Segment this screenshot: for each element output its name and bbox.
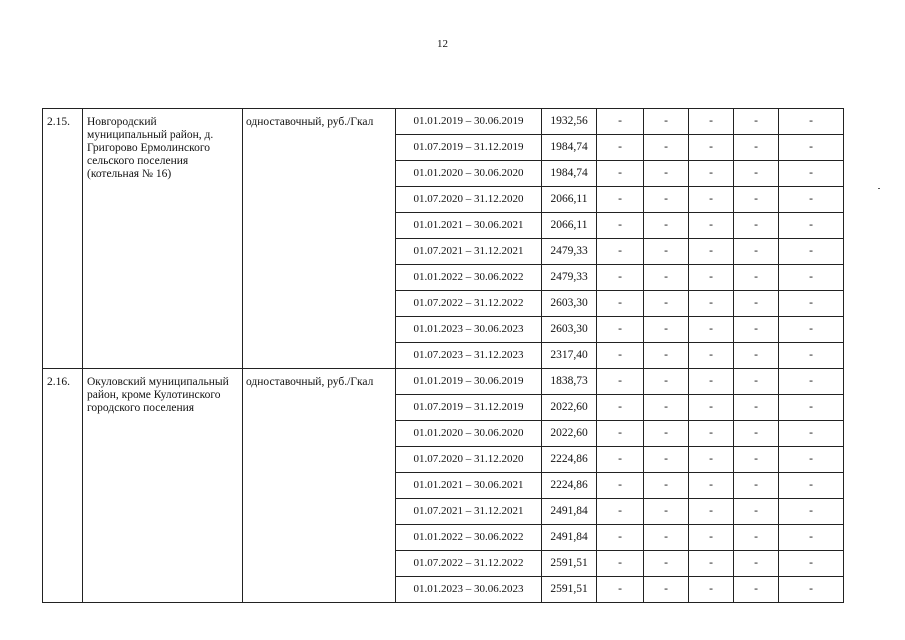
dash-cell: -	[644, 109, 689, 135]
dash-cell: -	[734, 551, 779, 577]
period-cell: 01.01.2019 – 30.06.2019	[396, 369, 542, 395]
dash-cell: -	[597, 135, 644, 161]
dash-cell: -	[734, 525, 779, 551]
dash-cell: -	[734, 447, 779, 473]
dash-cell: -	[689, 421, 734, 447]
area-name: Новгородский муниципальный район, д. Григорово Ермолинского сельского поселения (котельная № 16)	[83, 109, 243, 369]
tariff-type: одноставочный, руб./Гкал	[243, 369, 396, 603]
period-cell: 01.07.2022 – 31.12.2022	[396, 551, 542, 577]
period-cell: 01.07.2020 – 31.12.2020	[396, 187, 542, 213]
dash-cell: -	[734, 135, 779, 161]
dash-cell: -	[779, 447, 844, 473]
dash-cell: -	[734, 161, 779, 187]
dash-cell: -	[689, 473, 734, 499]
dash-cell: -	[689, 343, 734, 369]
dash-cell: -	[597, 395, 644, 421]
dash-cell: -	[779, 577, 844, 603]
dash-cell: -	[779, 213, 844, 239]
dash-cell: -	[644, 395, 689, 421]
dash-cell: -	[734, 109, 779, 135]
dash-cell: -	[734, 265, 779, 291]
period-cell: 01.01.2020 – 30.06.2020	[396, 161, 542, 187]
dash-cell: -	[689, 499, 734, 525]
dash-cell: -	[779, 291, 844, 317]
dash-cell: -	[597, 343, 644, 369]
area-name: Окуловский муниципальный район, кроме Кулотинского городского поселения	[83, 369, 243, 603]
period-cell: 01.07.2019 – 31.12.2019	[396, 135, 542, 161]
dash-cell: -	[644, 577, 689, 603]
dash-cell: -	[644, 343, 689, 369]
tariff-value-cell: 1838,73	[542, 369, 597, 395]
dash-cell: -	[779, 525, 844, 551]
tariff-value-cell: 2603,30	[542, 291, 597, 317]
dash-cell: -	[644, 161, 689, 187]
dash-cell: -	[689, 291, 734, 317]
dash-cell: -	[689, 161, 734, 187]
dash-cell: -	[597, 499, 644, 525]
dash-cell: -	[644, 291, 689, 317]
dash-cell: -	[734, 473, 779, 499]
dash-cell: -	[597, 161, 644, 187]
tariff-value-cell: 2479,33	[542, 265, 597, 291]
dash-cell: -	[779, 369, 844, 395]
dash-cell: -	[779, 109, 844, 135]
tariff-table	[42, 108, 844, 603]
dash-cell: -	[597, 213, 644, 239]
dash-cell: -	[644, 317, 689, 343]
period-cell: 01.01.2021 – 30.06.2021	[396, 213, 542, 239]
period-cell: 01.01.2023 – 30.06.2023	[396, 577, 542, 603]
dash-cell: -	[689, 551, 734, 577]
dash-cell: -	[597, 447, 644, 473]
dash-cell: -	[644, 135, 689, 161]
dash-cell: -	[689, 239, 734, 265]
dash-cell: -	[779, 161, 844, 187]
dash-cell: -	[779, 395, 844, 421]
tariff-value-cell: 2066,11	[542, 187, 597, 213]
dash-cell: -	[734, 239, 779, 265]
period-cell: 01.01.2022 – 30.06.2022	[396, 525, 542, 551]
dash-cell: -	[644, 473, 689, 499]
dash-cell: -	[597, 577, 644, 603]
period-cell: 01.01.2023 – 30.06.2023	[396, 317, 542, 343]
tariff-value-cell: 2317,40	[542, 343, 597, 369]
dash-cell: -	[779, 551, 844, 577]
dash-cell: -	[597, 265, 644, 291]
dash-cell: -	[689, 525, 734, 551]
dash-cell: -	[689, 447, 734, 473]
dash-cell: -	[689, 213, 734, 239]
period-cell: 01.01.2019 – 30.06.2019	[396, 109, 542, 135]
dash-cell: -	[597, 551, 644, 577]
row-number: 2.16.	[43, 369, 83, 603]
tariff-value-cell: 2224,86	[542, 447, 597, 473]
dash-cell: -	[597, 421, 644, 447]
dash-cell: -	[644, 421, 689, 447]
dash-cell: -	[597, 291, 644, 317]
table-row	[43, 109, 844, 135]
dash-cell: -	[689, 395, 734, 421]
dash-cell: -	[644, 499, 689, 525]
dash-cell: -	[734, 395, 779, 421]
dash-cell: -	[644, 187, 689, 213]
dash-cell: -	[734, 187, 779, 213]
period-cell: 01.01.2020 – 30.06.2020	[396, 421, 542, 447]
period-cell: 01.07.2022 – 31.12.2022	[396, 291, 542, 317]
dash-cell: -	[689, 577, 734, 603]
scan-artifact	[878, 188, 880, 189]
tariff-value-cell: 2491,84	[542, 499, 597, 525]
dash-cell: -	[779, 421, 844, 447]
tariff-value-cell: 2022,60	[542, 421, 597, 447]
period-cell: 01.01.2022 – 30.06.2022	[396, 265, 542, 291]
dash-cell: -	[734, 291, 779, 317]
dash-cell: -	[779, 135, 844, 161]
dash-cell: -	[597, 473, 644, 499]
dash-cell: -	[734, 369, 779, 395]
dash-cell: -	[597, 109, 644, 135]
period-cell: 01.01.2021 – 30.06.2021	[396, 473, 542, 499]
tariff-value-cell: 2066,11	[542, 213, 597, 239]
tariff-type: одноставочный, руб./Гкал	[243, 109, 396, 369]
dash-cell: -	[597, 525, 644, 551]
dash-cell: -	[597, 369, 644, 395]
tariff-value-cell: 2603,30	[542, 317, 597, 343]
dash-cell: -	[779, 239, 844, 265]
dash-cell: -	[734, 421, 779, 447]
row-number: 2.15.	[43, 109, 83, 369]
dash-cell: -	[779, 317, 844, 343]
dash-cell: -	[734, 577, 779, 603]
dash-cell: -	[689, 109, 734, 135]
dash-cell: -	[779, 343, 844, 369]
tariff-value-cell: 2479,33	[542, 239, 597, 265]
tariff-value-cell: 2224,86	[542, 473, 597, 499]
dash-cell: -	[644, 525, 689, 551]
dash-cell: -	[734, 499, 779, 525]
dash-cell: -	[734, 213, 779, 239]
tariff-table-body	[43, 109, 844, 603]
page-number: 12	[437, 38, 448, 50]
period-cell: 01.07.2019 – 31.12.2019	[396, 395, 542, 421]
dash-cell: -	[779, 473, 844, 499]
dash-cell: -	[689, 135, 734, 161]
dash-cell: -	[597, 187, 644, 213]
period-cell: 01.07.2020 – 31.12.2020	[396, 447, 542, 473]
tariff-value-cell: 2591,51	[542, 551, 597, 577]
period-cell: 01.07.2021 – 31.12.2021	[396, 499, 542, 525]
tariff-value-cell: 1984,74	[542, 135, 597, 161]
dash-cell: -	[644, 369, 689, 395]
dash-cell: -	[689, 369, 734, 395]
dash-cell: -	[779, 187, 844, 213]
tariff-value-cell: 1932,56	[542, 109, 597, 135]
dash-cell: -	[689, 317, 734, 343]
tariff-value-cell: 1984,74	[542, 161, 597, 187]
dash-cell: -	[779, 265, 844, 291]
dash-cell: -	[644, 551, 689, 577]
dash-cell: -	[689, 187, 734, 213]
dash-cell: -	[597, 239, 644, 265]
table-row	[43, 369, 844, 395]
dash-cell: -	[779, 499, 844, 525]
tariff-value-cell: 2591,51	[542, 577, 597, 603]
period-cell: 01.07.2021 – 31.12.2021	[396, 239, 542, 265]
tariff-value-cell: 2491,84	[542, 525, 597, 551]
dash-cell: -	[689, 265, 734, 291]
dash-cell: -	[644, 239, 689, 265]
dash-cell: -	[644, 213, 689, 239]
dash-cell: -	[644, 447, 689, 473]
dash-cell: -	[597, 317, 644, 343]
dash-cell: -	[734, 343, 779, 369]
dash-cell: -	[644, 265, 689, 291]
period-cell: 01.07.2023 – 31.12.2023	[396, 343, 542, 369]
dash-cell: -	[734, 317, 779, 343]
tariff-value-cell: 2022,60	[542, 395, 597, 421]
